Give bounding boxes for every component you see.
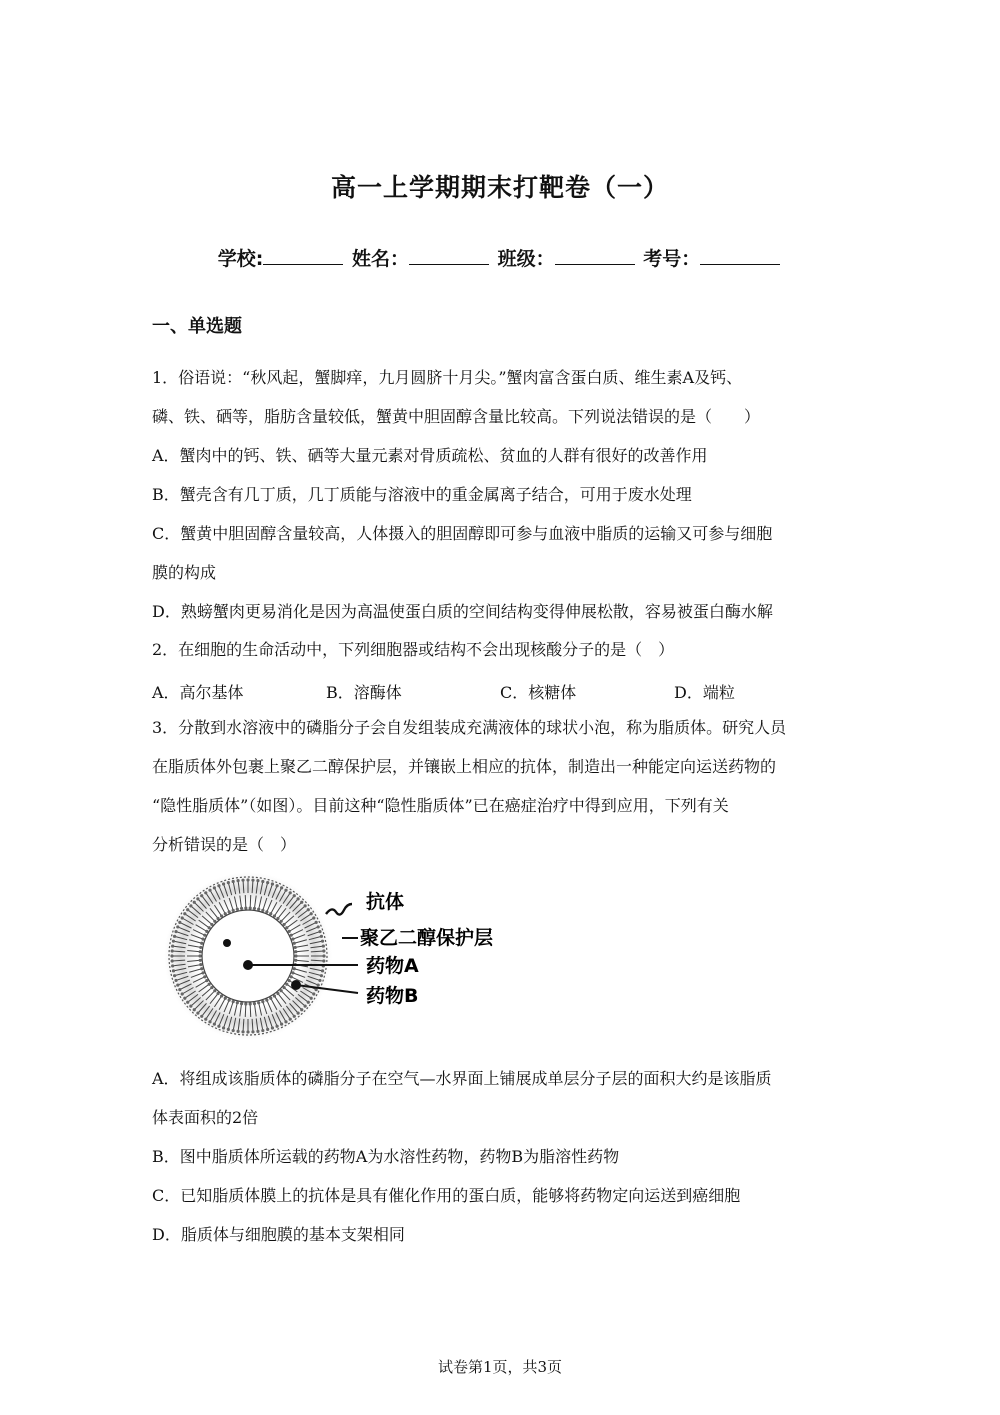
drug-b-label: 药物B bbox=[366, 985, 419, 1007]
lipid-head bbox=[293, 942, 296, 945]
lipid-head bbox=[300, 901, 303, 904]
lipid-head bbox=[189, 904, 192, 907]
lipid-head bbox=[280, 886, 283, 889]
lipid-head bbox=[280, 1023, 283, 1026]
lipid-head bbox=[257, 908, 260, 911]
lipid-head bbox=[227, 881, 230, 884]
lipid-head bbox=[275, 1025, 278, 1028]
lipid-head bbox=[256, 879, 259, 882]
lipid-head bbox=[297, 897, 300, 900]
lipid-head bbox=[317, 925, 320, 928]
lipid-head bbox=[317, 983, 320, 986]
lipid-head bbox=[196, 897, 199, 900]
liposome-diagram bbox=[160, 868, 540, 1050]
q1-option-d: D．熟螃蟹肉更易消化是因为高温使蛋白质的空间结构变得伸展松散，容易被蛋白酶水解 bbox=[152, 602, 773, 621]
lipid-head bbox=[199, 946, 202, 949]
q3-stem-line1: 3．分散到水溶液中的磷脂分子会自发组装成充满液体的球状小泡，称为脂质体。研究人员 bbox=[152, 718, 787, 737]
lipid-head bbox=[321, 940, 324, 943]
exam-number-blank[interactable] bbox=[700, 246, 780, 265]
name-blank[interactable] bbox=[409, 246, 489, 265]
lipid-head bbox=[173, 935, 176, 938]
lipid-head bbox=[240, 907, 243, 910]
name-label: 姓名： bbox=[351, 248, 409, 270]
q3-option-c: C．已知脂质体膜上的抗体是具有催化作用的蛋白质，能够将药物定向运送到癌细胞 bbox=[152, 1186, 741, 1205]
lipid-head bbox=[312, 992, 315, 995]
q1-stem-line2: 磷、铁、硒等，脂肪含量较低，蟹黄中胆固醇含量比较高。下列说法错误的是（ ） bbox=[152, 407, 761, 426]
lipid-head bbox=[266, 881, 269, 884]
lipid-head bbox=[275, 884, 278, 887]
lipid-head bbox=[171, 949, 174, 952]
lipid-head bbox=[196, 1012, 199, 1015]
lipid-head bbox=[271, 882, 274, 885]
lipid-head bbox=[236, 1030, 239, 1033]
lipid-head bbox=[186, 908, 189, 911]
lipid-head bbox=[310, 912, 313, 915]
lipid-head bbox=[284, 1020, 287, 1023]
lipid-head bbox=[244, 1002, 247, 1005]
q3-option-d: D．脂质体与细胞膜的基本支架相同 bbox=[152, 1225, 405, 1244]
lipid-head bbox=[217, 884, 220, 887]
lipid-head bbox=[249, 1002, 252, 1005]
lipid-head bbox=[289, 891, 292, 894]
lipid-head bbox=[261, 1029, 264, 1032]
class-blank[interactable] bbox=[555, 246, 635, 265]
lipid-head bbox=[322, 944, 325, 947]
lipid-head bbox=[294, 954, 297, 957]
lipid-head bbox=[174, 979, 177, 982]
lipid-head bbox=[294, 946, 297, 949]
lipid-tail bbox=[245, 1004, 246, 1017]
q2-option-a: A．高尔基体 bbox=[152, 683, 244, 702]
lipid-head bbox=[297, 1012, 300, 1015]
lipid-head bbox=[246, 1030, 249, 1033]
lipid-head bbox=[213, 886, 216, 889]
lipid-head bbox=[251, 1030, 254, 1033]
lipid-head bbox=[204, 1018, 207, 1021]
q1-option-a: A．蟹肉中的钙、铁、硒等大量元素对骨质疏松、贫血的人群有很好的改善作用 bbox=[152, 446, 708, 465]
lipid-head bbox=[300, 1008, 303, 1011]
drug-a-label: 药物A bbox=[366, 955, 419, 977]
school-label: 学校: bbox=[217, 248, 264, 270]
lipid-head bbox=[178, 921, 181, 924]
antibody-shape bbox=[326, 904, 352, 915]
lipid-head bbox=[193, 901, 196, 904]
lipid-head bbox=[318, 979, 321, 982]
q3-option-b: B．图中脂质体所运载的药物A为水溶性药物，药物B为脂溶性药物 bbox=[152, 1147, 620, 1166]
lipid-head bbox=[171, 959, 174, 962]
lipid-head bbox=[293, 894, 296, 897]
lipid-head bbox=[320, 974, 323, 977]
lipid-head bbox=[217, 1025, 220, 1028]
lipid-head bbox=[321, 969, 324, 972]
lipid-head bbox=[198, 954, 201, 957]
peg-layer-label: 聚乙二醇保护层 bbox=[360, 927, 494, 949]
lipid-head bbox=[172, 969, 175, 972]
lipid-head bbox=[253, 1002, 256, 1005]
lipid-head bbox=[256, 1030, 259, 1033]
lipid-head bbox=[199, 959, 202, 962]
lipid-head bbox=[176, 925, 179, 928]
lipid-head bbox=[186, 1001, 189, 1004]
lipid-head bbox=[284, 889, 287, 892]
lipid-head bbox=[199, 950, 202, 953]
antibody-label: 抗体 bbox=[366, 891, 405, 913]
q3-option-a-line2: 体表面积的2倍 bbox=[152, 1108, 259, 1127]
lipid-head bbox=[178, 988, 181, 991]
lipid-head bbox=[304, 904, 307, 907]
q1-option-b: B．蟹壳含有几丁质，几丁质能与溶液中的重金属离子结合，可用于废水处理 bbox=[152, 485, 692, 504]
lipid-head bbox=[312, 916, 315, 919]
lipid-tail bbox=[245, 895, 246, 908]
lipid-head bbox=[172, 940, 175, 943]
lipid-head bbox=[246, 878, 249, 881]
lipid-head bbox=[318, 930, 321, 933]
lipid-head bbox=[183, 997, 186, 1000]
lipid-head bbox=[315, 921, 318, 924]
q3-stem-line2: 在脂质体外包裹上聚乙二醇保护层，并镶嵌上相应的抗体，制造出一种能定向运送药物的 bbox=[152, 757, 777, 776]
school-blank[interactable] bbox=[263, 246, 343, 265]
lipid-head bbox=[170, 954, 173, 957]
lipid-head bbox=[171, 964, 174, 967]
q3-stem-line4: 分析错误的是（ ） bbox=[152, 835, 297, 854]
page-footer: 试卷第1页，共3页 bbox=[437, 1358, 563, 1376]
lipid-head bbox=[240, 1002, 243, 1005]
lipid-head bbox=[257, 1001, 260, 1004]
lipid-head bbox=[307, 1001, 310, 1004]
lipid-head bbox=[293, 967, 296, 970]
lipid-head bbox=[200, 942, 203, 945]
lipid-head bbox=[261, 880, 264, 883]
q2-option-d: D．端粒 bbox=[674, 683, 735, 702]
section-heading: 一、单选题 bbox=[152, 316, 242, 337]
lipid-head bbox=[181, 916, 184, 919]
lipid-head bbox=[236, 908, 239, 911]
lipid-tail bbox=[250, 895, 251, 908]
drug-a-dot bbox=[223, 939, 231, 947]
q2-stem: 2．在细胞的生命活动中，下列细胞器或结构不会出现核酸分子的是（ ） bbox=[152, 640, 675, 659]
q2-option-b: B．溶酶体 bbox=[326, 683, 402, 702]
lipid-head bbox=[293, 1015, 296, 1018]
lipid-head bbox=[322, 954, 325, 957]
lipid-head bbox=[307, 908, 310, 911]
exam-number-label: 考号： bbox=[643, 248, 701, 270]
lipid-head bbox=[244, 906, 247, 909]
lipid-head bbox=[200, 967, 203, 970]
class-label: 班级： bbox=[497, 248, 555, 270]
lipid-head bbox=[310, 997, 313, 1000]
lipid-head bbox=[266, 1028, 269, 1031]
q2-option-c: C．核糖体 bbox=[500, 683, 577, 702]
q3-stem-line3: “隐性脂质体”（如图）。目前这种“隐性脂质体”已在癌症治疗中得到应用，下列有关 bbox=[152, 796, 729, 815]
lipid-head bbox=[227, 1028, 230, 1031]
lipid-head bbox=[236, 879, 239, 882]
lipid-head bbox=[232, 880, 235, 883]
page-title: 高一上学期期末打靶卷（一） bbox=[330, 173, 669, 202]
lipid-head bbox=[251, 879, 254, 882]
lipid-head bbox=[193, 1008, 196, 1011]
lipid-head bbox=[171, 944, 174, 947]
lipid-head bbox=[189, 1005, 192, 1008]
lipid-head bbox=[213, 1023, 216, 1026]
q1-stem-line1: 1．俗语说：“秋风起，蟹脚痒，九月圆脐十月尖。”蟹肉富含蛋白质、维生素A及钙、 bbox=[152, 368, 743, 387]
lipid-head bbox=[183, 912, 186, 915]
lipid-head bbox=[208, 1020, 211, 1023]
lipid-head bbox=[322, 959, 325, 962]
q1-option-c-line1: C．蟹黄中胆固醇含量较高，人体摄入的胆固醇即可参与血液中脂质的运输又可参与细胞 bbox=[152, 524, 773, 543]
lipid-head bbox=[176, 983, 179, 986]
lipid-head bbox=[236, 1001, 239, 1004]
lipid-head bbox=[200, 894, 203, 897]
lipid-head bbox=[200, 1015, 203, 1018]
lipid-head bbox=[241, 879, 244, 882]
lipid-head bbox=[241, 1030, 244, 1033]
lipid-head bbox=[174, 930, 177, 933]
lipid-head bbox=[289, 1018, 292, 1021]
lipid-head bbox=[271, 1026, 274, 1029]
q3-option-a-line1: A．将组成该脂质体的磷脂分子在空气—水界面上铺展成单层分子层的面积大约是该脂质 bbox=[152, 1069, 772, 1088]
lipid-head bbox=[253, 907, 256, 910]
lipid-head bbox=[304, 1005, 307, 1008]
lipid-head bbox=[320, 935, 323, 938]
lipid-head bbox=[181, 992, 184, 995]
liposome-figure bbox=[160, 868, 540, 1050]
lipid-head bbox=[222, 1026, 225, 1029]
lipid-head bbox=[208, 889, 211, 892]
lipid-head bbox=[232, 1029, 235, 1032]
lipid-head bbox=[173, 974, 176, 977]
lipid-head bbox=[294, 959, 297, 962]
lipid-head bbox=[222, 882, 225, 885]
lipid-head bbox=[249, 906, 252, 909]
q1-option-c-line2: 膜的构成 bbox=[152, 563, 217, 582]
student-info-row bbox=[0, 244, 1000, 271]
lipid-head bbox=[294, 950, 297, 953]
lipid-tail bbox=[250, 1004, 251, 1017]
lipid-head bbox=[199, 963, 202, 966]
lipid-head bbox=[204, 891, 207, 894]
lipid-head bbox=[322, 949, 325, 952]
